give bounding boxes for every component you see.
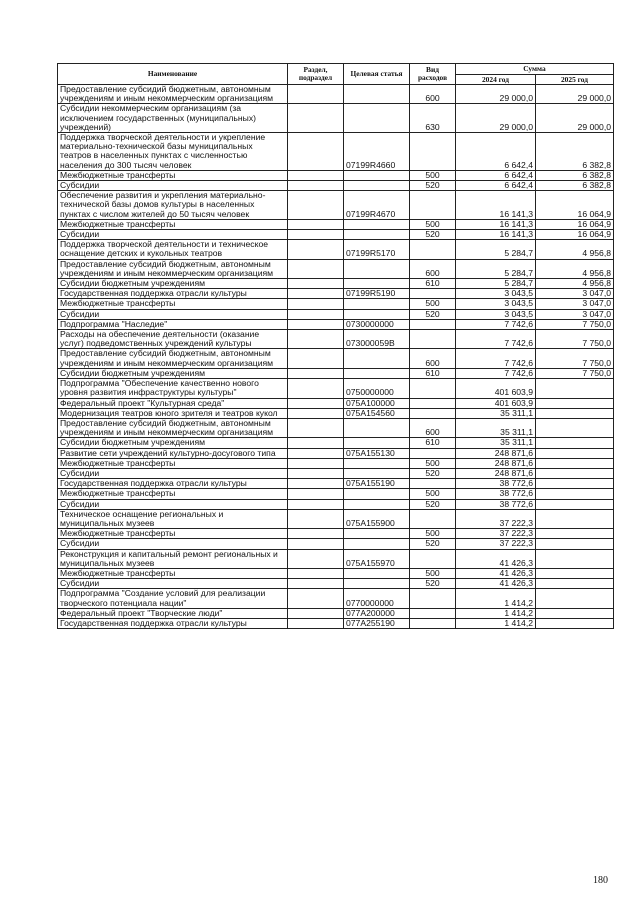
- cell-razdel: [288, 379, 344, 398]
- cell-celevaya: [344, 299, 410, 309]
- cell-sum-2024: 1 414,2: [456, 589, 536, 608]
- cell-vid: [410, 448, 456, 458]
- cell-sum-2025: 7 750,0: [536, 368, 614, 378]
- table-row: [58, 259, 614, 278]
- cell-celevaya: [344, 468, 410, 478]
- cell-vid: [410, 398, 456, 408]
- cell-vid: [410, 379, 456, 398]
- cell-sum-2025: [536, 529, 614, 539]
- cell-sum-2024: 35 311,1: [456, 438, 536, 448]
- cell-celevaya: [344, 104, 410, 133]
- table-row: [58, 418, 614, 437]
- cell-sum-2025: [536, 509, 614, 528]
- table-row: [58, 479, 614, 489]
- cell-razdel: [288, 219, 344, 229]
- cell-name: Предоставление субсидий бюджетным, автономным учреждениям и иным некоммерческим организациям: [58, 418, 288, 437]
- cell-sum-2024: 3 043,5: [456, 309, 536, 319]
- cell-name: Субсидии некоммерческим организациям (за исключением государственных (муниципальных) учреждений): [58, 104, 288, 133]
- cell-razdel: [288, 289, 344, 299]
- cell-vid: 520: [410, 539, 456, 549]
- cell-celevaya: 07199R5170: [344, 240, 410, 259]
- cell-vid: 500: [410, 219, 456, 229]
- cell-vid: 500: [410, 529, 456, 539]
- table-row: [58, 468, 614, 478]
- cell-razdel: [288, 319, 344, 329]
- cell-vid: [410, 319, 456, 329]
- cell-celevaya: [344, 539, 410, 549]
- cell-sum-2025: 29 000,0: [536, 104, 614, 133]
- cell-sum-2024: 35 311,1: [456, 418, 536, 437]
- cell-sum-2024: 29 000,0: [456, 104, 536, 133]
- cell-celevaya: 07199R4670: [344, 191, 410, 220]
- cell-vid: 500: [410, 489, 456, 499]
- table-row: [58, 170, 614, 180]
- cell-razdel: [288, 499, 344, 509]
- cell-name: Поддержка творческой деятельности и укрепление материально-технической базы муниципальных театров в населенных пунктах с численностью населения до 300 тысяч человек: [58, 133, 288, 171]
- cell-razdel: [288, 568, 344, 578]
- table-row: [58, 568, 614, 578]
- cell-sum-2024: 248 871,6: [456, 458, 536, 468]
- table-row: [58, 529, 614, 539]
- cell-vid: [410, 509, 456, 528]
- cell-sum-2025: [536, 589, 614, 608]
- cell-celevaya: [344, 170, 410, 180]
- cell-vid: 630: [410, 104, 456, 133]
- header-year-2024: 2024 год: [456, 75, 536, 85]
- cell-razdel: [288, 408, 344, 418]
- cell-vid: 610: [410, 279, 456, 289]
- cell-sum-2024: 38 772,6: [456, 489, 536, 499]
- cell-razdel: [288, 529, 344, 539]
- cell-celevaya: [344, 579, 410, 589]
- cell-celevaya: 075А154560: [344, 408, 410, 418]
- cell-sum-2025: [536, 539, 614, 549]
- table-row: [58, 230, 614, 240]
- cell-sum-2025: [536, 438, 614, 448]
- cell-razdel: [288, 589, 344, 608]
- cell-sum-2025: [536, 568, 614, 578]
- cell-razdel: [288, 133, 344, 171]
- cell-name: Расходы на обеспечение деятельности (оказание услуг) подведомственных учреждений культуры: [58, 330, 288, 349]
- table-row: [58, 499, 614, 509]
- cell-sum-2024: 6 642,4: [456, 181, 536, 191]
- cell-name: Субсидии: [58, 230, 288, 240]
- cell-razdel: [288, 418, 344, 437]
- cell-vid: 520: [410, 230, 456, 240]
- cell-sum-2025: [536, 549, 614, 568]
- cell-razdel: [288, 618, 344, 628]
- cell-sum-2024: 1 414,2: [456, 608, 536, 618]
- cell-vid: [410, 240, 456, 259]
- cell-vid: 600: [410, 85, 456, 104]
- cell-name: Реконструкция и капитальный ремонт региональных и муниципальных музеев: [58, 549, 288, 568]
- cell-sum-2024: 3 043,5: [456, 299, 536, 309]
- cell-vid: 520: [410, 181, 456, 191]
- table-row: [58, 618, 614, 628]
- cell-sum-2025: 4 956,8: [536, 240, 614, 259]
- cell-celevaya: 075А100000: [344, 398, 410, 408]
- cell-sum-2025: [536, 398, 614, 408]
- cell-vid: [410, 618, 456, 628]
- cell-sum-2025: 7 750,0: [536, 319, 614, 329]
- cell-name: Подпрограмма "Обеспечение качественно нового уровня развития инфраструктуры культуры": [58, 379, 288, 398]
- cell-name: Государственная поддержка отрасли культуры: [58, 479, 288, 489]
- table-row: [58, 549, 614, 568]
- cell-celevaya: 07199R5190: [344, 289, 410, 299]
- cell-sum-2024: 7 742,6: [456, 349, 536, 368]
- cell-sum-2025: [536, 408, 614, 418]
- cell-vid: [410, 589, 456, 608]
- cell-razdel: [288, 539, 344, 549]
- table-row: [58, 219, 614, 229]
- cell-razdel: [288, 181, 344, 191]
- cell-sum-2024: 16 141,3: [456, 191, 536, 220]
- cell-name: Субсидии: [58, 309, 288, 319]
- cell-vid: 610: [410, 368, 456, 378]
- cell-name: Модернизация театров юного зрителя и театров кукол: [58, 408, 288, 418]
- table-row: [58, 181, 614, 191]
- cell-name: Субсидии: [58, 468, 288, 478]
- cell-sum-2025: 16 064,9: [536, 191, 614, 220]
- table-row: [58, 349, 614, 368]
- cell-sum-2024: 16 141,3: [456, 219, 536, 229]
- cell-sum-2024: 41 426,3: [456, 549, 536, 568]
- table-row: [58, 589, 614, 608]
- cell-sum-2024: 37 222,3: [456, 509, 536, 528]
- cell-sum-2025: 6 382,8: [536, 133, 614, 171]
- cell-razdel: [288, 438, 344, 448]
- cell-celevaya: 075А155970: [344, 549, 410, 568]
- cell-sum-2024: 401 603,9: [456, 398, 536, 408]
- cell-razdel: [288, 240, 344, 259]
- cell-name: Федеральный проект "Творческие люди": [58, 608, 288, 618]
- header-summa: Сумма: [456, 64, 614, 75]
- cell-sum-2024: 35 311,1: [456, 408, 536, 418]
- cell-name: Субсидии: [58, 181, 288, 191]
- cell-sum-2025: [536, 479, 614, 489]
- cell-sum-2025: 3 047,0: [536, 299, 614, 309]
- cell-vid: [410, 133, 456, 171]
- cell-sum-2024: 16 141,3: [456, 230, 536, 240]
- cell-celevaya: 07199R4660: [344, 133, 410, 171]
- cell-vid: 600: [410, 418, 456, 437]
- cell-sum-2025: [536, 579, 614, 589]
- cell-sum-2025: [536, 418, 614, 437]
- cell-razdel: [288, 549, 344, 568]
- cell-name: Обеспечение развития и укрепления материально-технической базы домов культуры в населенных пунктах с числом жителей до 50 тысяч человек: [58, 191, 288, 220]
- cell-name: Субсидии бюджетным учреждениям: [58, 438, 288, 448]
- cell-name: Межбюджетные трансферты: [58, 529, 288, 539]
- cell-razdel: [288, 299, 344, 309]
- table-row: [58, 299, 614, 309]
- table-row: [58, 319, 614, 329]
- table-row: [58, 133, 614, 171]
- cell-sum-2024: 5 284,7: [456, 279, 536, 289]
- cell-razdel: [288, 458, 344, 468]
- cell-sum-2024: 37 222,3: [456, 529, 536, 539]
- cell-vid: 610: [410, 438, 456, 448]
- cell-vid: [410, 289, 456, 299]
- table-header: [58, 64, 614, 85]
- cell-name: Субсидии бюджетным учреждениям: [58, 279, 288, 289]
- cell-name: Субсидии: [58, 539, 288, 549]
- cell-celevaya: [344, 418, 410, 437]
- table-row: [58, 309, 614, 319]
- cell-razdel: [288, 398, 344, 408]
- cell-name: Развитие сети учреждений культурно-досугового типа: [58, 448, 288, 458]
- cell-sum-2025: 3 047,0: [536, 289, 614, 299]
- cell-sum-2025: 3 047,0: [536, 309, 614, 319]
- cell-sum-2024: 38 772,6: [456, 499, 536, 509]
- cell-celevaya: 075А155900: [344, 509, 410, 528]
- cell-sum-2025: 6 382,8: [536, 181, 614, 191]
- cell-vid: 600: [410, 349, 456, 368]
- cell-sum-2024: 248 871,6: [456, 448, 536, 458]
- cell-vid: 520: [410, 468, 456, 478]
- table-row: [58, 458, 614, 468]
- cell-razdel: [288, 330, 344, 349]
- table-row: [58, 279, 614, 289]
- cell-celevaya: [344, 489, 410, 499]
- table-row: [58, 85, 614, 104]
- cell-razdel: [288, 104, 344, 133]
- cell-name: Техническое оснащение региональных и муниципальных музеев: [58, 509, 288, 528]
- table-row: [58, 191, 614, 220]
- cell-sum-2024: 41 426,3: [456, 568, 536, 578]
- cell-celevaya: [344, 219, 410, 229]
- cell-sum-2025: 4 956,8: [536, 259, 614, 278]
- cell-name: Подпрограмма "Создание условий для реализации творческого потенциала нации": [58, 589, 288, 608]
- cell-sum-2025: 7 750,0: [536, 330, 614, 349]
- table-row: [58, 489, 614, 499]
- cell-sum-2025: 16 064,9: [536, 219, 614, 229]
- cell-name: Подпрограмма "Наследие": [58, 319, 288, 329]
- table-row: [58, 408, 614, 418]
- cell-sum-2024: 7 742,6: [456, 330, 536, 349]
- cell-celevaya: [344, 568, 410, 578]
- cell-name: Межбюджетные трансферты: [58, 568, 288, 578]
- table-row: [58, 539, 614, 549]
- cell-sum-2024: 38 772,6: [456, 479, 536, 489]
- cell-vid: 520: [410, 579, 456, 589]
- header-razdel: Раздел, подраздел: [288, 64, 344, 85]
- table-row: [58, 438, 614, 448]
- cell-celevaya: [344, 368, 410, 378]
- cell-sum-2025: 7 750,0: [536, 349, 614, 368]
- cell-sum-2024: 1 414,2: [456, 618, 536, 628]
- cell-sum-2025: [536, 489, 614, 499]
- cell-celevaya: [344, 181, 410, 191]
- table-row: [58, 104, 614, 133]
- cell-razdel: [288, 349, 344, 368]
- cell-sum-2025: 29 000,0: [536, 85, 614, 104]
- cell-razdel: [288, 448, 344, 458]
- cell-vid: [410, 408, 456, 418]
- cell-name: Предоставление субсидий бюджетным, автономным учреждениям и иным некоммерческим организациям: [58, 349, 288, 368]
- header-vid: Вид расходов: [410, 64, 456, 85]
- cell-vid: 520: [410, 309, 456, 319]
- cell-razdel: [288, 279, 344, 289]
- cell-sum-2024: 401 603,9: [456, 379, 536, 398]
- header-celevaya: Целевая статья: [344, 64, 410, 85]
- cell-sum-2024: 3 043,5: [456, 289, 536, 299]
- cell-name: Федеральный проект "Культурная среда": [58, 398, 288, 408]
- cell-celevaya: [344, 85, 410, 104]
- cell-celevaya: [344, 230, 410, 240]
- cell-celevaya: [344, 349, 410, 368]
- cell-sum-2024: 7 742,6: [456, 319, 536, 329]
- table-row: [58, 240, 614, 259]
- cell-celevaya: 077А200000: [344, 608, 410, 618]
- cell-razdel: [288, 85, 344, 104]
- cell-celevaya: [344, 499, 410, 509]
- budget-table: [57, 63, 614, 629]
- cell-celevaya: 0750000000: [344, 379, 410, 398]
- cell-razdel: [288, 489, 344, 499]
- cell-sum-2025: [536, 468, 614, 478]
- cell-vid: [410, 191, 456, 220]
- cell-name: Межбюджетные трансферты: [58, 458, 288, 468]
- cell-name: Субсидии бюджетным учреждениям: [58, 368, 288, 378]
- table-row: [58, 608, 614, 618]
- header-year-2025: 2025 год: [536, 75, 614, 85]
- cell-celevaya: 0730000000: [344, 319, 410, 329]
- cell-razdel: [288, 170, 344, 180]
- cell-celevaya: [344, 259, 410, 278]
- cell-razdel: [288, 309, 344, 319]
- cell-celevaya: 0770000000: [344, 589, 410, 608]
- table-row: [58, 398, 614, 408]
- table-row: [58, 289, 614, 299]
- cell-sum-2024: 6 642,4: [456, 133, 536, 171]
- cell-vid: [410, 479, 456, 489]
- cell-sum-2024: 5 284,7: [456, 240, 536, 259]
- cell-celevaya: 075А155130: [344, 448, 410, 458]
- cell-sum-2024: 5 284,7: [456, 259, 536, 278]
- cell-sum-2024: 29 000,0: [456, 85, 536, 104]
- cell-razdel: [288, 608, 344, 618]
- cell-sum-2024: 248 871,6: [456, 468, 536, 478]
- cell-name: Государственная поддержка отрасли культуры: [58, 618, 288, 628]
- cell-name: Поддержка творческой деятельности и техническое оснащение детских и кукольных театров: [58, 240, 288, 259]
- cell-name: Межбюджетные трансферты: [58, 170, 288, 180]
- page-number: 180: [593, 875, 608, 886]
- cell-name: Субсидии: [58, 579, 288, 589]
- cell-razdel: [288, 259, 344, 278]
- cell-name: Межбюджетные трансферты: [58, 489, 288, 499]
- cell-sum-2025: 6 382,8: [536, 170, 614, 180]
- cell-sum-2025: [536, 458, 614, 468]
- cell-sum-2025: 16 064,9: [536, 230, 614, 240]
- cell-name: Субсидии: [58, 499, 288, 509]
- cell-celevaya: [344, 438, 410, 448]
- cell-vid: 520: [410, 499, 456, 509]
- table-row: [58, 509, 614, 528]
- cell-sum-2024: 7 742,6: [456, 368, 536, 378]
- cell-sum-2024: 6 642,4: [456, 170, 536, 180]
- cell-vid: [410, 608, 456, 618]
- cell-name: Государственная поддержка отрасли культуры: [58, 289, 288, 299]
- cell-name: Предоставление субсидий бюджетным, автономным учреждениям и иным некоммерческим организациям: [58, 85, 288, 104]
- cell-celevaya: [344, 279, 410, 289]
- cell-vid: [410, 549, 456, 568]
- cell-sum-2024: 41 426,3: [456, 579, 536, 589]
- cell-sum-2025: [536, 499, 614, 509]
- cell-vid: 500: [410, 299, 456, 309]
- cell-razdel: [288, 368, 344, 378]
- cell-vid: 500: [410, 458, 456, 468]
- cell-razdel: [288, 230, 344, 240]
- cell-razdel: [288, 579, 344, 589]
- cell-celevaya: 075А155190: [344, 479, 410, 489]
- cell-sum-2025: [536, 448, 614, 458]
- cell-razdel: [288, 479, 344, 489]
- cell-razdel: [288, 468, 344, 478]
- cell-celevaya: 073000059В: [344, 330, 410, 349]
- cell-name: Межбюджетные трансферты: [58, 299, 288, 309]
- cell-celevaya: [344, 458, 410, 468]
- table-row: [58, 368, 614, 378]
- cell-vid: [410, 330, 456, 349]
- cell-sum-2025: [536, 618, 614, 628]
- cell-vid: 500: [410, 170, 456, 180]
- cell-vid: 500: [410, 568, 456, 578]
- cell-name: Предоставление субсидий бюджетным, автономным учреждениям и иным некоммерческим организациям: [58, 259, 288, 278]
- cell-sum-2025: 4 956,8: [536, 279, 614, 289]
- header-name: Наименование: [58, 64, 288, 85]
- table-row: [58, 379, 614, 398]
- cell-celevaya: [344, 529, 410, 539]
- cell-razdel: [288, 509, 344, 528]
- cell-sum-2024: 37 222,3: [456, 539, 536, 549]
- cell-name: Межбюджетные трансферты: [58, 219, 288, 229]
- table-body: [58, 85, 614, 629]
- table-row: [58, 448, 614, 458]
- cell-celevaya: [344, 309, 410, 319]
- cell-sum-2025: [536, 608, 614, 618]
- cell-celevaya: 077А255190: [344, 618, 410, 628]
- cell-razdel: [288, 191, 344, 220]
- cell-sum-2025: [536, 379, 614, 398]
- table-row: [58, 579, 614, 589]
- table-row: [58, 330, 614, 349]
- cell-vid: 600: [410, 259, 456, 278]
